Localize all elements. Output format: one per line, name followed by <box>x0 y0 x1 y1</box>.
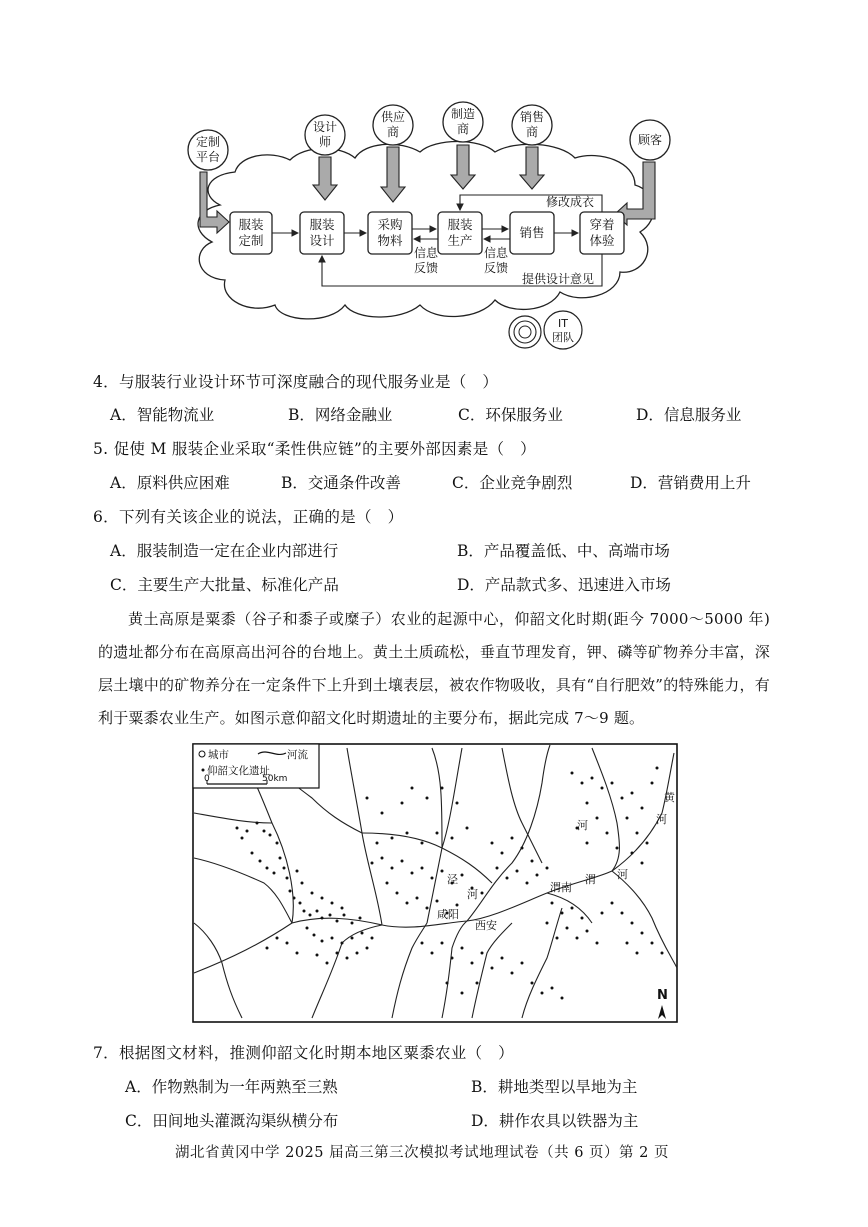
passage-text: 黄土高原是粟黍（谷子和黍子或糜子）农业的起源中心，仰韶文化时期(距今 7000～5000 年)的遗址都分布在高原高出河谷的台地上。黄土土质疏松，垂直节理发育，钾、磷等矿物养分丰富，深层土壤中的矿物养分在一定条件下上升到土壤表层，被农作物吸收，具有“自行肥效”的特殊能力，有利于粟黍农业生产。如图示意仰韶文化时期遗址的主要分布，据此完成 7～9 题。 <box>98 610 770 727</box>
q5-option-a[interactable]: A．原料供应困难 <box>110 474 230 492</box>
map-label-he-2: 河 <box>577 819 588 832</box>
it-team-node <box>509 311 582 349</box>
map-label-xianyang: 咸阳 <box>437 908 459 921</box>
q4-option-a[interactable]: A．智能物流业 <box>110 406 215 424</box>
map-label-wei: 渭 <box>585 873 596 886</box>
design-advice-label: 提供设计意见 <box>521 272 595 286</box>
svg-text:服装定制: 服装定制 <box>238 217 264 248</box>
map-label-weinan: 渭南 <box>550 881 572 894</box>
svg-text:仰韶文化遗址: 仰韶文化遗址 <box>207 765 270 777</box>
svg-text:服装生产: 服装生产 <box>447 217 473 248</box>
q5-option-b[interactable]: B．交通条件改善 <box>281 474 401 492</box>
ext-label-seller: 销售商 <box>519 110 545 139</box>
q7-option-c[interactable]: C．田间地头灌溉沟渠纵横分布 <box>125 1112 339 1130</box>
map-label-jinghe: 河 <box>467 888 478 901</box>
map-legend <box>193 744 319 788</box>
q6-option-a[interactable]: A．服装制造一定在企业内部进行 <box>110 542 339 560</box>
q7-option-d[interactable]: D．耕作农具以铁器为主 <box>471 1112 639 1130</box>
ext-label-manufacturer: 制造商 <box>450 107 476 136</box>
svg-text:河流: 河流 <box>287 749 308 761</box>
q7-stem: 7．根据图文材料，推测仰韶文化时期本地区粟黍农业（ ） <box>93 1044 514 1062</box>
feedback-label-2: 信息反馈 <box>483 246 509 275</box>
page-footer: 湖北省黄冈中学 2025 届高三第三次模拟考试地理试卷（共 6 页）第 2 页 <box>175 1145 670 1161</box>
svg-text:IT团队: IT 团队 <box>552 317 574 344</box>
q5-option-d[interactable]: D．营销费用上升 <box>630 474 751 492</box>
svg-text:采购物料: 采购物料 <box>377 217 403 248</box>
map-label-xian: 西安 <box>475 919 497 932</box>
svg-text:服装设计: 服装设计 <box>309 217 335 248</box>
svg-text:N: N <box>657 988 668 1003</box>
q4-option-c[interactable]: C．环保服务业 <box>458 406 563 424</box>
modify-label: 修改成衣 <box>545 195 595 209</box>
ext-label-supplier: 供应商 <box>380 110 406 139</box>
svg-text:50km: 50km <box>262 774 288 784</box>
q4-option-b[interactable]: B．网络金融业 <box>288 406 393 424</box>
yangshao-site-map <box>192 743 678 1023</box>
map-label-he-3: 河 <box>617 868 628 881</box>
svg-text:销售: 销售 <box>519 225 545 240</box>
ext-label-designer: 设计师 <box>312 120 338 149</box>
q4-option-d[interactable]: D．信息服务业 <box>636 406 742 424</box>
ext-label-customer: 顾客 <box>637 133 663 147</box>
feedback-label-1: 信息反馈 <box>413 246 439 275</box>
map-label-he-1: 河 <box>656 813 667 826</box>
map-label-jing: 泾 <box>447 873 458 886</box>
q6-option-b[interactable]: B．产品覆盖低、中、高端市场 <box>457 542 670 560</box>
q5-option-c[interactable]: C．企业竞争剧烈 <box>452 474 573 492</box>
ext-label-platform: 定制平台 <box>195 135 221 164</box>
map-label-huang: 黄 <box>664 791 675 804</box>
supply-chain-diagram <box>180 100 680 355</box>
q6-stem: 6．下列有关该企业的说法，正确的是（ ） <box>93 508 404 526</box>
q6-option-d[interactable]: D．产品款式多、迅速进入市场 <box>457 576 671 594</box>
svg-text:穿着体验: 穿着体验 <box>589 217 615 248</box>
q5-stem: 5. 促使 M 服装企业采取“柔性供应链”的主要外部因素是（ ） <box>93 440 536 458</box>
q6-option-c[interactable]: C．主要生产大批量、标准化产品 <box>110 576 339 594</box>
svg-text:0: 0 <box>204 774 210 784</box>
svg-text:城市: 城市 <box>208 749 229 761</box>
q7-option-a[interactable]: A．作物熟制为一年两熟至三熟 <box>125 1078 338 1096</box>
q4-stem: 4．与服装行业设计环节可深度融合的现代服务业是（ ） <box>93 373 499 391</box>
q7-option-b[interactable]: B．耕地类型以旱地为主 <box>471 1078 638 1096</box>
